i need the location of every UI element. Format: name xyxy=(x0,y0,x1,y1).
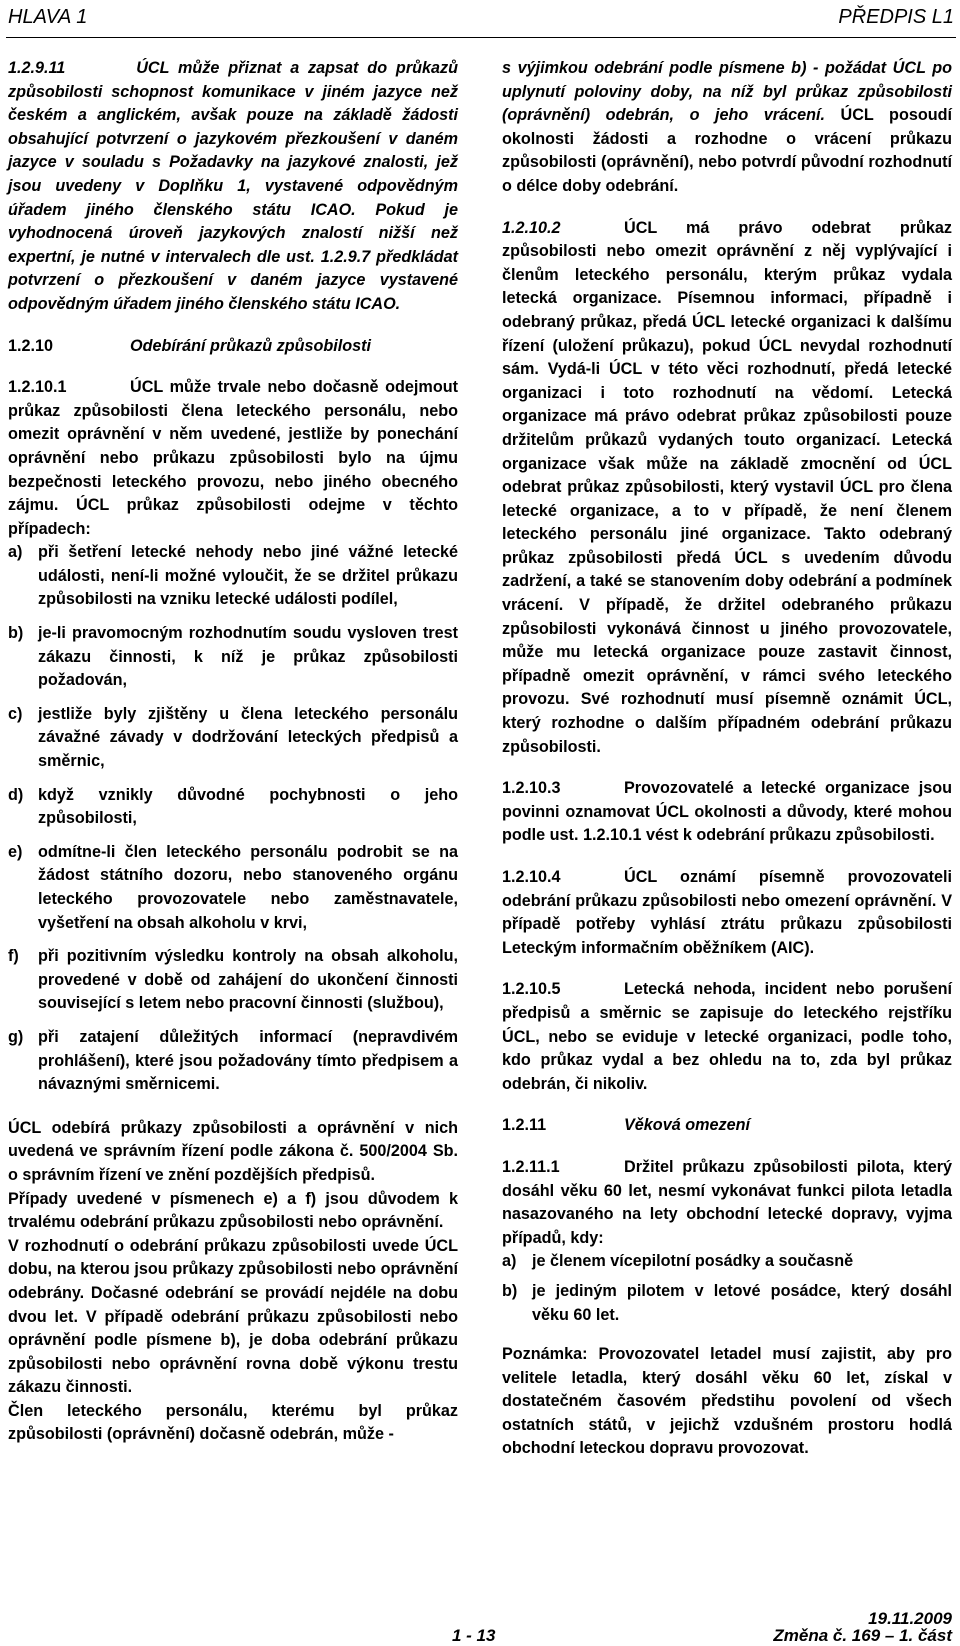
list-item-b: b) je jediným pilotem v letové posádce, který dosáhl věku 60 let. xyxy=(502,1281,952,1324)
paragraph-after-2: Případy uvedené v písmenech e) a f) jsou důvodem k trvalému odebrání průkazu způsobilosti nebo oprávnění. xyxy=(8,1189,458,1232)
paragraph-number: 1.2.10.3 xyxy=(502,779,561,798)
paragraph-1-2-10-3 xyxy=(502,777,952,848)
paragraph-1-2-10-2 xyxy=(502,217,952,760)
section-title: Věková omezení xyxy=(624,1116,750,1135)
list-item-f: f) při pozitivním výsledku kontroly na obsah alkoholu, provedené v době od zahájení do ukončení činnosti související s letem nebo pracovní činnosti (službou), xyxy=(8,947,458,1013)
paragraph-number: 1.2.11.1 xyxy=(502,1157,560,1176)
paragraph-text: ÚCL může přiznat a zapsat do průkazů způsobilosti schopnost komunikace v jiném jazyce než českém a anglickém, avšak pouze na základě žádosti obsahující potvrzení o jazykovém přezkoušení v daném jazyce v souladu s Požadavky na jazykové znalosti, jež jsou uvedeny v Doplňku 1, vystavené odpovědným úřadem jiného členského státu ICAO. xyxy=(8,59,458,219)
list-item-b: b) je-li pravomocným rozhodnutím soudu vysloven trest zákazu činnosti, k níž je průkaz způsobilosti požadován, xyxy=(8,624,458,690)
paragraph-text: ÚCL oznámí písemně provozovateli odebrání průkazu způsobilosti nebo omezení oprávnění. V případě potřeby vyhlásí ztrátu průkazu způsobilosti Leteckým informačním oběžníkem (AIC). xyxy=(502,868,952,957)
paragraph-number: 1.2.10.4 xyxy=(502,868,561,886)
paragraph-text: Letecká nehoda, incident nebo porušení předpisů a směrnic se zapisuje do leteckého rejstříku ÚCL, nebo se eviduje v letecké organizaci, podle toho, kdo průkaz vydal a bez ohledu na to, zda byl průkaz odebrán, či nikoliv. xyxy=(502,980,952,1093)
section-heading-1-2-11 xyxy=(502,1114,952,1138)
paragraph-after-1: ÚCL odebírá průkazy způsobilosti a oprávnění v nich uvedená ve správním řízení podle zákona č. 500/2004 Sb. o správním řízení ve znění pozdějších předpisů. xyxy=(8,1118,458,1184)
list-item-e: e) odmítne-li člen leteckého personálu podrobit se na žádost státního dozoru, nebo stanoveného orgánu leteckého provozovatele nebo zaměstnavatele, vyšetření na obsah alkoholu v krvi, xyxy=(8,842,458,932)
footer-date: 19.11.2009 xyxy=(868,1609,952,1628)
note-paragraph: Poznámka: Provozovatel letadel musí zajistit, aby pro velitele letadla, který dosáhl věku 60 let, získal v dostatečném časovém předstihu povolení od všech ostatních států, v jejichž vzdušném prostoru hodlá obchodní leteckou dopravu provozovat. xyxy=(502,1345,952,1458)
paragraph-number: 1.2.10.2 xyxy=(502,218,561,237)
header-rule xyxy=(6,37,956,38)
section-number: 1.2.11 xyxy=(502,1116,547,1135)
paragraph-number: 1.2.9.11 xyxy=(8,59,66,77)
list-item-g: g) při zatajení důležitých informací (nepravdivém prohlášení), které jsou požadovány tímto předpisem a návaznými směrnicemi. xyxy=(8,1027,458,1094)
paragraph-continuation: s výjimkou odebrání podle písmene b) - požádat ÚCL po uplynutí poloviny doby, na níž byl průkaz způsobilosti (oprávnění) odebrán, o jeho vrácení. ÚCL posoudí okolnosti žádosti a rozhodne o vrácení průkazu způsobilosti (oprávnění), nebo potvrdí původní rozhodnutí o délce doby odebrání. xyxy=(502,59,952,195)
paragraph-text: ÚCL může trvale nebo dočasně odejmout průkaz způsobilosti člena leteckého personálu, nebo omezit oprávnění v něm uvedené, jestliže by ponechání oprávnění nebo průkazu způsobilosti bylo na újmu bezpečnosti leteckého provozu, nebo jiného obecného zájmu. ÚCL průkaz způsobilosti odejme v těchto případech: xyxy=(8,378,458,538)
regulation-header: PŘEDPIS L1 xyxy=(838,6,954,28)
paragraph-after-4: Člen leteckého personálu, kterému byl průkaz způsobilosti (oprávnění) dočasně odebrán, může - xyxy=(8,1401,458,1444)
footer-amendment: Změna č. 169 – 1. část xyxy=(773,1626,952,1645)
section-title: Odebírání průkazů způsobilosti xyxy=(130,336,372,355)
paragraph-text: ÚCL má právo odebrat průkaz způsobilosti nebo omezit oprávnění z něj vyplývající i členům leteckého personálu, kterým průkaz vydala letecká organizace. Písemnou informaci, případně i odebraný průkaz, předá ÚCL letecké organizaci k dalšímu řízení (uložení průkazu), pokud ÚCL nevydal rozhodnutí sám. Vydá-li ÚCL v této věci rozhodnutí, předá letecké organizaci i toto rozhodnutí na vědomí. Letecká organizace má právo odebrat průkaz způsobilosti pouze držitelům průkazů vydaných touto organizací. Letecká organizace však může na základě zmocnění od ÚCL odebrat průkaz způsobilosti, který vystavil ÚCL pro člena letecké organizace, a to v případě, že není členem leteckého personálu jiné organizace. Takto odebraný průkaz způsobilosti předá ÚCL s uvedením důvodu zadržení, a také se stanovením doby odebrání a podmínek vrácení. V případě, že držitel odebraného průkazu způsobilosti vykonává činnost u jiného provozovatele, může mu letecká organizace pouze zastavit činnost, případně omezit oprávnění, v rámci svého leteckého provozu. Své rozhodnutí musí písemně oznámit ÚCL, který rozhodne o dalším případném odebrání průkazu způsobilosti. xyxy=(502,218,952,756)
chapter-header: HLAVA 1 xyxy=(8,6,88,28)
list-item-d: d) když vznikly důvodné pochybnosti o jeho způsobilosti, xyxy=(8,785,458,828)
list-item-a: a) při šetření letecké nehody nebo jiné vážné letecké události, není-li možné vyloučit, že se držitel průkazu způsobilosti na vzniku letecké události podílel, xyxy=(8,543,458,609)
paragraph-1-2-9-11 xyxy=(8,57,458,317)
paragraph-number: 1.2.10.5 xyxy=(502,980,561,999)
paragraph-text: Držitel průkazu způsobilosti pilota, který dosáhl věku 60 let, nesmí vykonávat funkci pilota letadla nasazovaného na lety obchodní letecké dopravy, vyjma případů, kdy: xyxy=(502,1157,952,1247)
section-number: 1.2.10 xyxy=(8,336,54,355)
section-heading-1-2-10 xyxy=(8,335,458,359)
paragraph-1-2-10-5 xyxy=(502,978,952,1096)
list-item-a: a) je členem vícepilotní posádky a současně xyxy=(502,1252,854,1271)
paragraph-after-3: V rozhodnutí o odebrání průkazu způsobilosti uvede ÚCL dobu, na kterou jsou průkazy způsobilosti nebo oprávnění odebrány. Dočasné odebrání se provádí nejdéle na dobu dvou let. V případě odebrání průkazu způsobilosti nebo oprávnění podle písmene b), je doba odebrání průkazu způsobilosti nebo oprávnění rovna době výkonu trestu zákazu činnosti. xyxy=(8,1236,458,1397)
paragraph-1-2-10-4 xyxy=(502,866,952,960)
paragraph-1-2-10-1 xyxy=(8,376,458,541)
paragraph-1-2-11-1 xyxy=(502,1156,952,1250)
left-column xyxy=(8,57,458,1447)
footer-page-number: 1 - 13 xyxy=(452,1626,496,1645)
paragraph-text-cont: Pokud je vyhodnocená úroveň jazykových znalostí nižší než expertní, je nutné v intervalech dle ust. 1.2.9.7 předkládat potvrzení o přezkoušení v daném jazyce vystavené odpovědným úřadem jiného členského státu ICAO. xyxy=(8,200,459,313)
paragraph-text: Provozovatelé a letecké organizace jsou povinni oznamovat ÚCL okolnosti a důvody, které mohou podle ust. 1.2.10.1 vést k odebrání průkazu způsobilosti. xyxy=(502,779,952,845)
paragraph-number: 1.2.10.1 xyxy=(8,378,67,397)
right-column xyxy=(502,57,952,1479)
list-item-c: c) jestliže byly zjištěny u člena leteckého personálu závažné závady v dodržování leteckých předpisů a směrnic, xyxy=(8,704,458,771)
